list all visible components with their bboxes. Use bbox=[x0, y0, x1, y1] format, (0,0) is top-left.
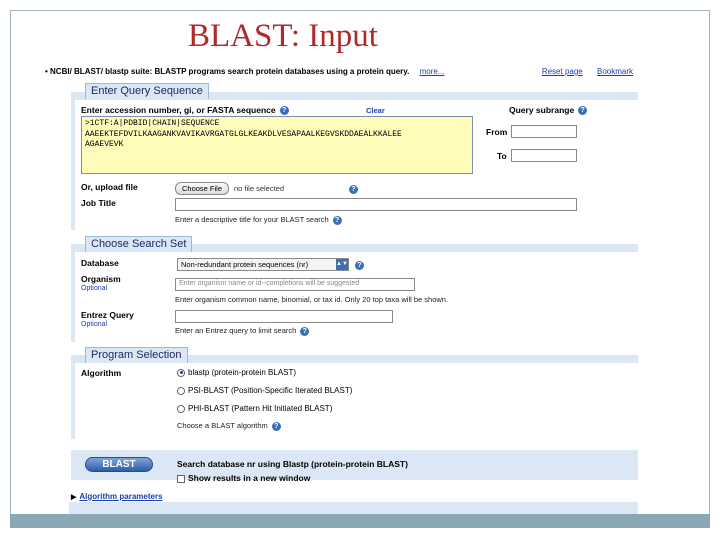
search-set-border bbox=[71, 252, 75, 342]
organism-label: Organism bbox=[81, 274, 121, 284]
chevron-down-icon: ▲▼ bbox=[336, 259, 348, 270]
query-prompt-label: Enter accession number, gi, or FASTA sequence ? bbox=[81, 105, 289, 115]
from-label: From bbox=[486, 127, 508, 137]
algorithm-option-blastp[interactable]: blastp (protein-protein BLAST) bbox=[177, 368, 296, 377]
slide-bottom-bar bbox=[10, 514, 710, 528]
to-label: To bbox=[497, 151, 507, 161]
breadcrumb-text: • NCBI/ BLAST/ blastp suite: BLASTP programs search protein databases using a protein query. bbox=[45, 67, 410, 76]
upload-file-label: Or, upload file bbox=[81, 182, 138, 192]
algorithm-option-phi-blast[interactable]: PHI-BLAST (Pattern Hit Initiated BLAST) bbox=[177, 404, 332, 413]
database-value: Non-redundant protein sequences (nr) bbox=[181, 260, 309, 269]
radio-button[interactable] bbox=[177, 387, 185, 395]
query-section-border bbox=[71, 100, 75, 230]
radio-button[interactable] bbox=[177, 405, 185, 413]
radio-button[interactable] bbox=[177, 369, 185, 377]
algorithm-parameters-toggle[interactable]: ▶ Algorithm parameters bbox=[71, 492, 163, 501]
breadcrumb bbox=[45, 67, 635, 79]
choose-algorithm-hint: Choose a BLAST algorithm ? bbox=[177, 421, 281, 431]
reset-page-link[interactable]: Reset page bbox=[541, 67, 583, 76]
database-label: Database bbox=[81, 258, 119, 268]
tab-enter-query-sequence: Enter Query Sequence bbox=[85, 83, 209, 99]
query-sequence-textarea[interactable]: >1CTF:A|PDBID|CHAIN|SEQUENCE AAEEKTEFDVILKAAGANKVAVIKAVRGATGLGLKEAKDLVESAPAALKEGVSKDDAEALKKALEE AGAEVEVK bbox=[81, 116, 473, 174]
choose-file-button[interactable]: Choose File bbox=[175, 182, 229, 195]
footer-band bbox=[69, 502, 638, 514]
entrez-optional: Optional bbox=[81, 321, 108, 328]
job-title-input[interactable] bbox=[175, 198, 577, 211]
new-window-checkbox[interactable] bbox=[177, 475, 185, 483]
help-icon[interactable]: ? bbox=[280, 106, 289, 115]
tab-choose-search-set: Choose Search Set bbox=[85, 236, 192, 252]
blast-screenshot bbox=[41, 62, 638, 514]
entrez-query-input[interactable] bbox=[175, 310, 393, 323]
more-link[interactable]: more... bbox=[419, 67, 445, 76]
algorithm-option-psi-blast[interactable]: PSI-BLAST (Position-Specific Iterated BLAST) bbox=[177, 386, 352, 395]
entrez-query-label: Entrez Query bbox=[81, 310, 134, 320]
job-title-hint: Enter a descriptive title for your BLAST search ? bbox=[175, 215, 342, 225]
help-icon[interactable]: ? bbox=[272, 422, 281, 431]
help-icon[interactable]: ? bbox=[355, 261, 364, 270]
help-icon[interactable]: ? bbox=[578, 106, 587, 115]
organism-optional: Optional bbox=[81, 285, 108, 292]
file-status: no file selected bbox=[234, 184, 285, 193]
job-title-label: Job Title bbox=[81, 198, 116, 208]
help-icon[interactable]: ? bbox=[333, 216, 342, 225]
help-icon[interactable]: ? bbox=[300, 327, 309, 336]
help-icon[interactable]: ? bbox=[349, 185, 358, 194]
program-selection-border bbox=[71, 363, 75, 439]
query-subrange-label: Query subrange ? bbox=[509, 105, 587, 115]
blast-button[interactable]: BLAST bbox=[85, 457, 153, 472]
from-input[interactable] bbox=[511, 125, 577, 138]
new-window-option[interactable]: Show results in a new window bbox=[177, 473, 310, 483]
bookmark-link[interactable]: Bookmark bbox=[596, 67, 633, 76]
expand-triangle-icon: ▶ bbox=[71, 494, 77, 501]
clear-link[interactable]: Clear bbox=[366, 106, 385, 115]
database-select[interactable] bbox=[177, 258, 349, 271]
entrez-hint: Enter an Entrez query to limit search ? bbox=[175, 326, 309, 336]
search-description: Search database nr using Blastp (protein-protein BLAST) bbox=[177, 459, 408, 469]
organism-hint: Enter organism common name, binomial, or tax id. Only 20 top taxa will be shown. bbox=[175, 295, 449, 304]
algorithm-label: Algorithm bbox=[81, 368, 122, 378]
tab-program-selection: Program Selection bbox=[85, 347, 188, 363]
slide-title: BLAST: Input bbox=[188, 18, 378, 54]
organism-input[interactable]: Enter organism name or id--completions will be suggested bbox=[175, 278, 415, 291]
to-input[interactable] bbox=[511, 149, 577, 162]
